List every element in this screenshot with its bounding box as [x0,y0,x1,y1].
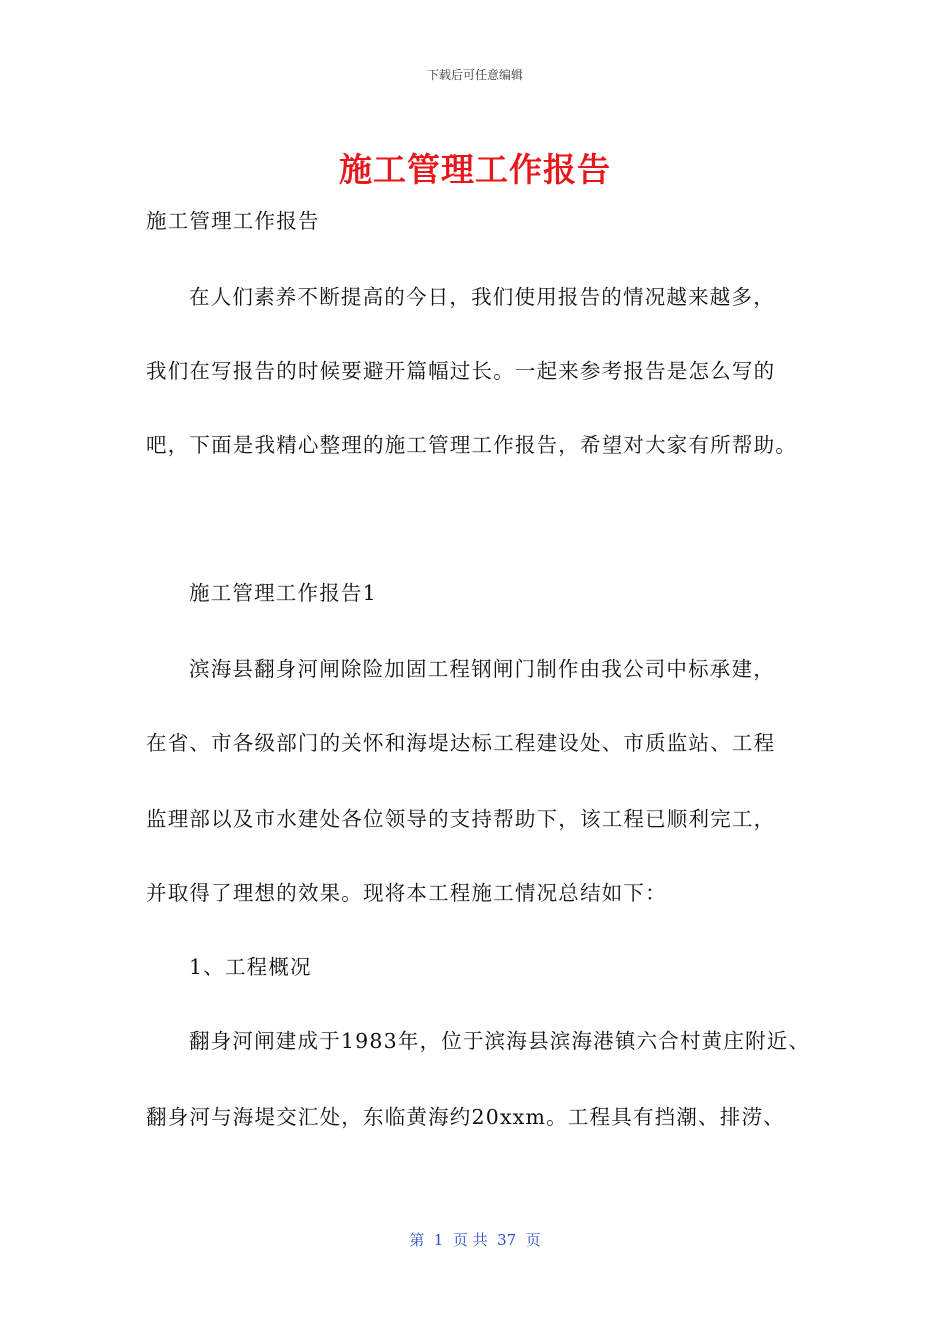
body-line: 在省、市各级部门的关怀和海堤达标工程建设处、市质监站、工程 [146,731,776,755]
body-line: 施工管理工作报告 [146,209,320,233]
body-line: 我们在写报告的时候要避开篇幅过长。一起来参考报告是怎么写的 [146,359,776,383]
body-line: 在人们素养不断提高的今日，我们使用报告的情况越来越多， [189,285,775,309]
document-title: 施工管理工作报告 [339,150,611,189]
section-heading: 施工管理工作报告1 [189,581,377,605]
body-line: 监理部以及市水建处各位领导的支持帮助下，该工程已顺利完工， [146,807,776,831]
header-note: 下载后可任意编辑 [426,68,523,82]
body-line: 并取得了理想的效果。现将本工程施工情况总结如下： [146,881,667,905]
page-footer: 第 1 页 共 37 页 [409,1231,541,1249]
body-line: 翻身河闸建成于1983年，位于滨海县滨海港镇六合村黄庄附近、 [189,1029,811,1053]
body-line: 翻身河与海堤交汇处，东临黄海约20xxm。工程具有挡潮、排涝、 [146,1105,785,1129]
body-line: 吧，下面是我精心整理的施工管理工作报告，希望对大家有所帮助。 [146,433,797,457]
subsection-heading: 1、工程概况 [189,955,312,979]
body-line: 滨海县翻身河闸除险加固工程钢闸门制作由我公司中标承建， [189,657,775,681]
